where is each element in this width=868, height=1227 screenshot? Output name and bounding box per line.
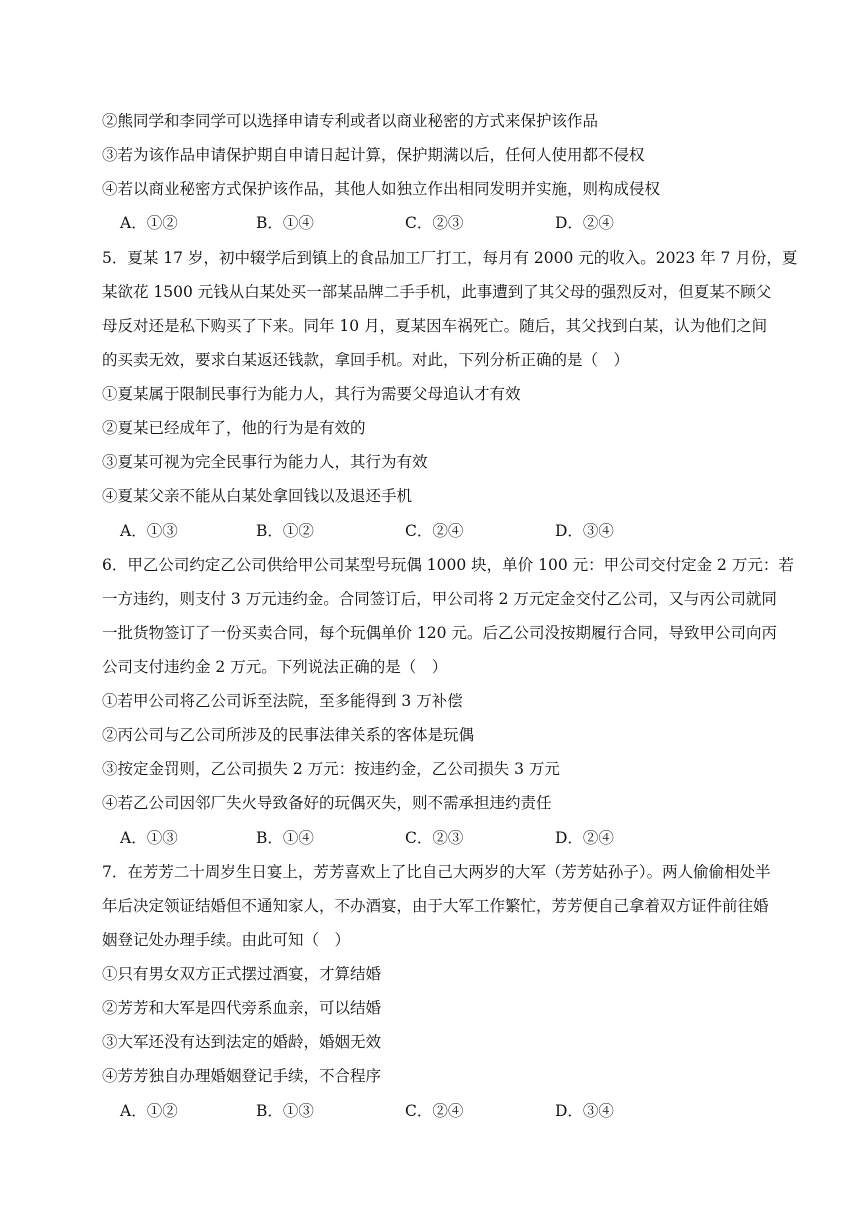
q6-stem-line-2: 一方违约，则支付 3 万元违约金。合同签订后，甲公司将 2 万元定金交付乙公司，又与丙公司就同 — [102, 590, 777, 608]
q6-stem-line-4: 公司支付违约金 2 万元。下列说法正确的是（ ） — [102, 658, 448, 676]
q5-stem-line-3: 母反对还是私下购买了下来。同年 10 月，夏某因车祸死亡。随后，其父找到白某，认为他们之间 — [102, 317, 768, 335]
q6-stem-line-1: 6．甲乙公司约定乙公司供给甲公司某型号玩偶 1000 块，单价 100 元：甲公司交付定金 2 万元：若 — [102, 556, 794, 574]
q4-option-d: D．②④ — [555, 214, 614, 232]
q6-statement-1: ①若甲公司将乙公司诉至法院，至多能得到 3 万补偿 — [102, 692, 463, 710]
q7-statement-1: ①只有男女双方正式摆过酒宴，才算结婚 — [102, 965, 382, 983]
q6-option-c: C．②③ — [405, 829, 464, 847]
q5-statement-2: ②夏某已经成年了，他的行为是有效的 — [102, 419, 366, 437]
q5-statement-3: ③夏某可视为完全民事行为能力人，其行为有效 — [102, 453, 428, 471]
q5-option-a: A．①③ — [120, 522, 178, 540]
q7-option-d: D．③④ — [555, 1102, 614, 1120]
q6-stem-line-3: 一批货物签订了一份买卖合同，每个玩偶单价 120 元。后乙公司没按期履行合同，导致甲公司向丙 — [102, 624, 777, 642]
q6-option-b: B．①④ — [256, 829, 314, 847]
q6-option-d: D．②④ — [555, 829, 614, 847]
q4-options — [120, 213, 680, 233]
q5-options — [120, 521, 680, 541]
q4-option-b: B．①④ — [256, 214, 314, 232]
q5-statement-1: ①夏某属于限制民事行为能力人，其行为需要父母追认才有效 — [102, 385, 521, 403]
q7-stem-line-1: 7．在芳芳二十周岁生日宴上，芳芳喜欢上了比自己大两岁的大军（芳芳姑孙子）。两人偷偷相处半 — [102, 863, 771, 881]
q5-stem-line-2: 某欲花 1500 元钱从白某处买一部某品牌二手手机，此事遭到了其父母的强烈反对，但夏某不顾父 — [102, 283, 772, 301]
q7-statement-4: ④芳芳独自办理婚姻登记手续，不合程序 — [102, 1067, 382, 1085]
q5-option-c: C．②④ — [405, 522, 464, 540]
q4-option-c: C．②③ — [405, 214, 464, 232]
q4-statement-3: ③若为该作品申请保护期自申请日起计算，保护期满以后，任何人使用都不侵权 — [102, 146, 645, 164]
q7-option-b: B．①③ — [256, 1102, 314, 1120]
q6-statement-2: ②丙公司与乙公司所涉及的民事法律关系的客体是玩偶 — [102, 726, 475, 744]
q7-option-c: C．②④ — [405, 1102, 464, 1120]
q7-options — [120, 1101, 680, 1121]
q5-stem-line-1: 5．夏某 17 岁，初中辍学后到镇上的食品加工厂打工，每月有 2000 元的收入。2023 年 7 月份，夏 — [102, 249, 798, 267]
q4-option-a: A．①② — [120, 214, 178, 232]
q5-statement-4: ④夏某父亲不能从白某处拿回钱以及退还手机 — [102, 487, 413, 505]
q6-options — [120, 828, 680, 848]
q4-statement-4: ④若以商业秘密方式保护该作品，其他人如独立作出相同发明并实施，则构成侵权 — [102, 180, 661, 198]
q7-option-a: A．①② — [120, 1102, 178, 1120]
q5-stem-line-4: 的买卖无效，要求白某返还钱款，拿回手机。对此，下列分析正确的是（ ） — [102, 351, 630, 369]
q6-statement-3: ③按定金罚则，乙公司损失 2 万元：按违约金，乙公司损失 3 万元 — [102, 760, 560, 778]
q4-statement-2: ②熊同学和李同学可以选择申请专利或者以商业秘密的方式来保护该作品 — [102, 112, 599, 130]
q7-statement-2: ②芳芳和大军是四代旁系血亲，可以结婚 — [102, 999, 382, 1017]
q6-option-a: A．①③ — [120, 829, 178, 847]
q7-statement-3: ③大军还没有达到法定的婚龄，婚姻无效 — [102, 1033, 382, 1051]
q5-option-d: D．③④ — [555, 522, 614, 540]
q6-statement-4: ④若乙公司因邻厂失火导致备好的玩偶灭失，则不需承担违约责任 — [102, 794, 552, 812]
q7-stem-line-3: 姻登记处办理手续。由此可知（ ） — [102, 931, 351, 949]
q5-option-b: B．①② — [256, 522, 314, 540]
q7-stem-line-2: 年后决定领证结婚但不通知家人，不办酒宴，由于大军工作繁忙，芳芳便自己拿着双方证件前往婚 — [102, 897, 769, 915]
